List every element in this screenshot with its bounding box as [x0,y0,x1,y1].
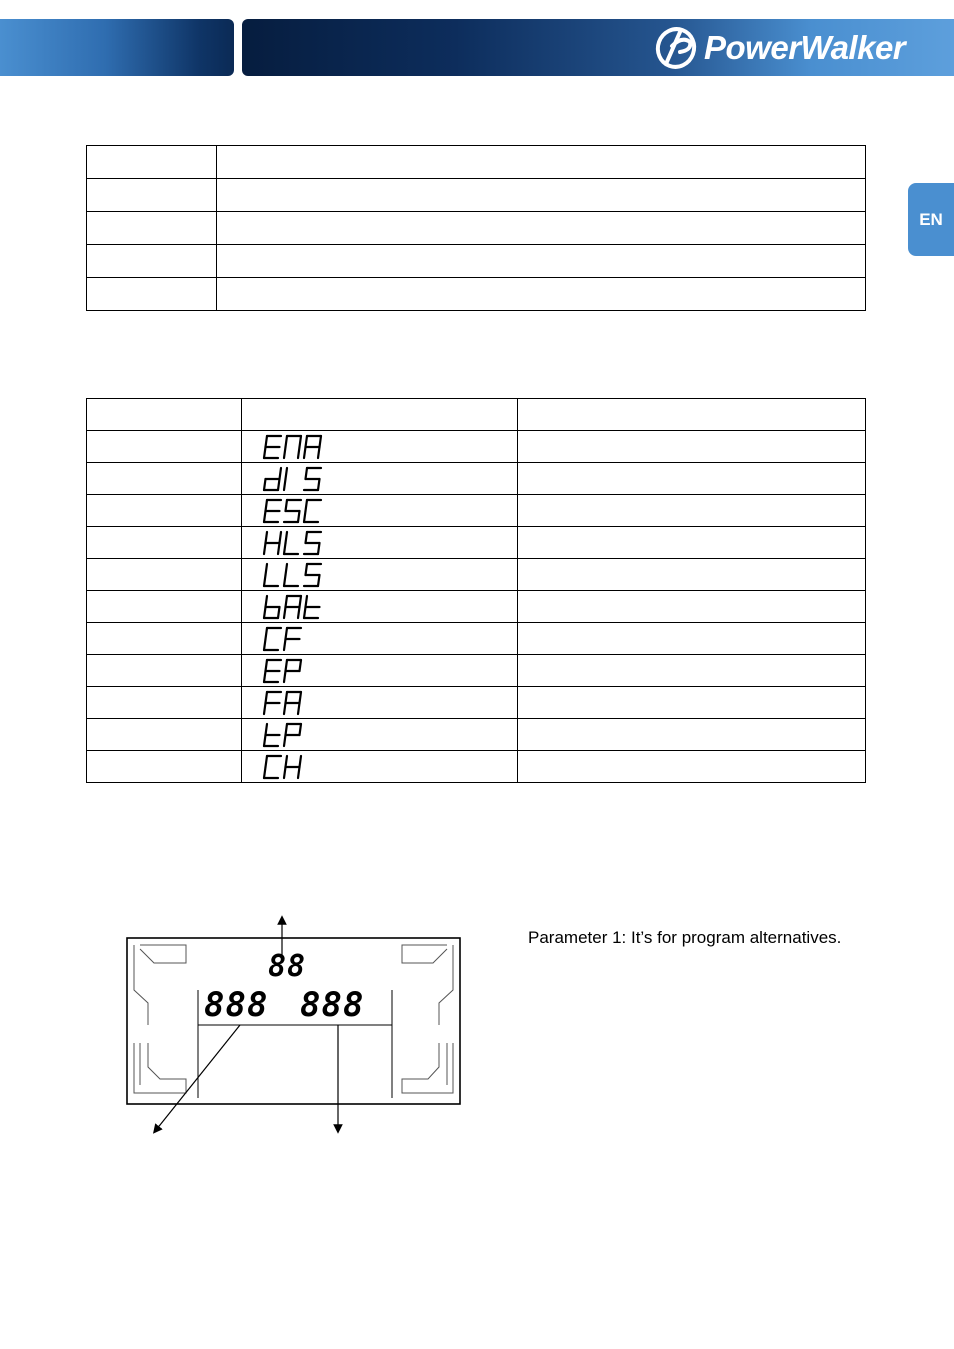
table-cell-description [518,463,866,495]
table-cell-code [242,751,518,783]
segment-code-glyph [260,626,304,652]
parameter-1-description: Parameter 1: It’s for program alternatives. [528,928,842,947]
table-cell-description [518,591,866,623]
table-cell-description [518,527,866,559]
table-cell-label [87,463,242,495]
powerwalker-logo-icon [652,24,700,72]
table-cell-code [242,559,518,591]
table-cell-description [518,623,866,655]
segment-code-glyph [260,562,324,588]
table-row [87,146,866,179]
table-cell [217,179,866,212]
table-cell-code [242,463,518,495]
table-row [87,278,866,311]
table-cell-code [242,431,518,463]
settings-table-2 [86,398,866,783]
table-row [87,179,866,212]
table-cell-description [518,559,866,591]
table-row [87,463,866,495]
table-cell-code [242,655,518,687]
table-row [87,212,866,245]
table-cell [217,212,866,245]
table-row [87,591,866,623]
table-cell-description [518,687,866,719]
table-cell [217,245,866,278]
brand-logo [652,23,954,73]
table-row [87,527,866,559]
table-cell-label [87,719,242,751]
table-row [87,245,866,278]
header-cell [518,399,866,431]
language-tab-label: EN [919,209,943,229]
table-cell-label [87,591,242,623]
lcd-right-digits: 888 [300,985,365,1025]
segment-code-glyph [260,594,324,620]
table-header-row [87,399,866,431]
table-row [87,719,866,751]
table-cell-label [87,751,242,783]
table-row [87,559,866,591]
table-cell [217,278,866,311]
segment-code-glyph [260,658,304,684]
segment-code-glyph [260,722,304,748]
table-cell-label [87,527,242,559]
table-cell [87,179,217,212]
settings-table-1 [86,145,866,311]
header-cell [242,399,518,431]
lcd-left-digits: 888 [204,985,269,1025]
table-cell-code [242,623,518,655]
lcd-display-diagram [120,915,480,1145]
segment-code-glyph [260,434,324,460]
table-cell-label [87,431,242,463]
table-cell-label [87,559,242,591]
table-row [87,623,866,655]
table-cell-code [242,527,518,559]
table-row [87,751,866,783]
table-row [87,431,866,463]
table-cell [87,245,217,278]
table-cell-description [518,719,866,751]
table-cell-label [87,655,242,687]
table-cell-description [518,655,866,687]
table-cell [87,278,217,311]
table-cell-code [242,495,518,527]
table-row [87,655,866,687]
table-cell [217,146,866,179]
segment-code-glyph [260,530,324,556]
table-cell-code [242,719,518,751]
table-cell-code [242,687,518,719]
segment-code-glyph [260,690,304,716]
segment-code-glyph [260,754,304,780]
table-row [87,495,866,527]
table-cell [87,212,217,245]
table-row [87,687,866,719]
lcd-top-digits: 88 [268,949,307,984]
table-cell-label [87,495,242,527]
header-bar-left [0,19,234,76]
segment-code-glyph [260,498,324,524]
table-cell-label [87,687,242,719]
table-cell-description [518,495,866,527]
table-cell-code [242,591,518,623]
table-cell-description [518,751,866,783]
table-cell-description [518,431,866,463]
language-tab-en[interactable] [908,183,954,256]
header-cell [87,399,242,431]
table-cell-label [87,623,242,655]
segment-code-glyph [260,466,324,492]
brand-name: PowerWalker [704,29,906,66]
table-cell [87,146,217,179]
